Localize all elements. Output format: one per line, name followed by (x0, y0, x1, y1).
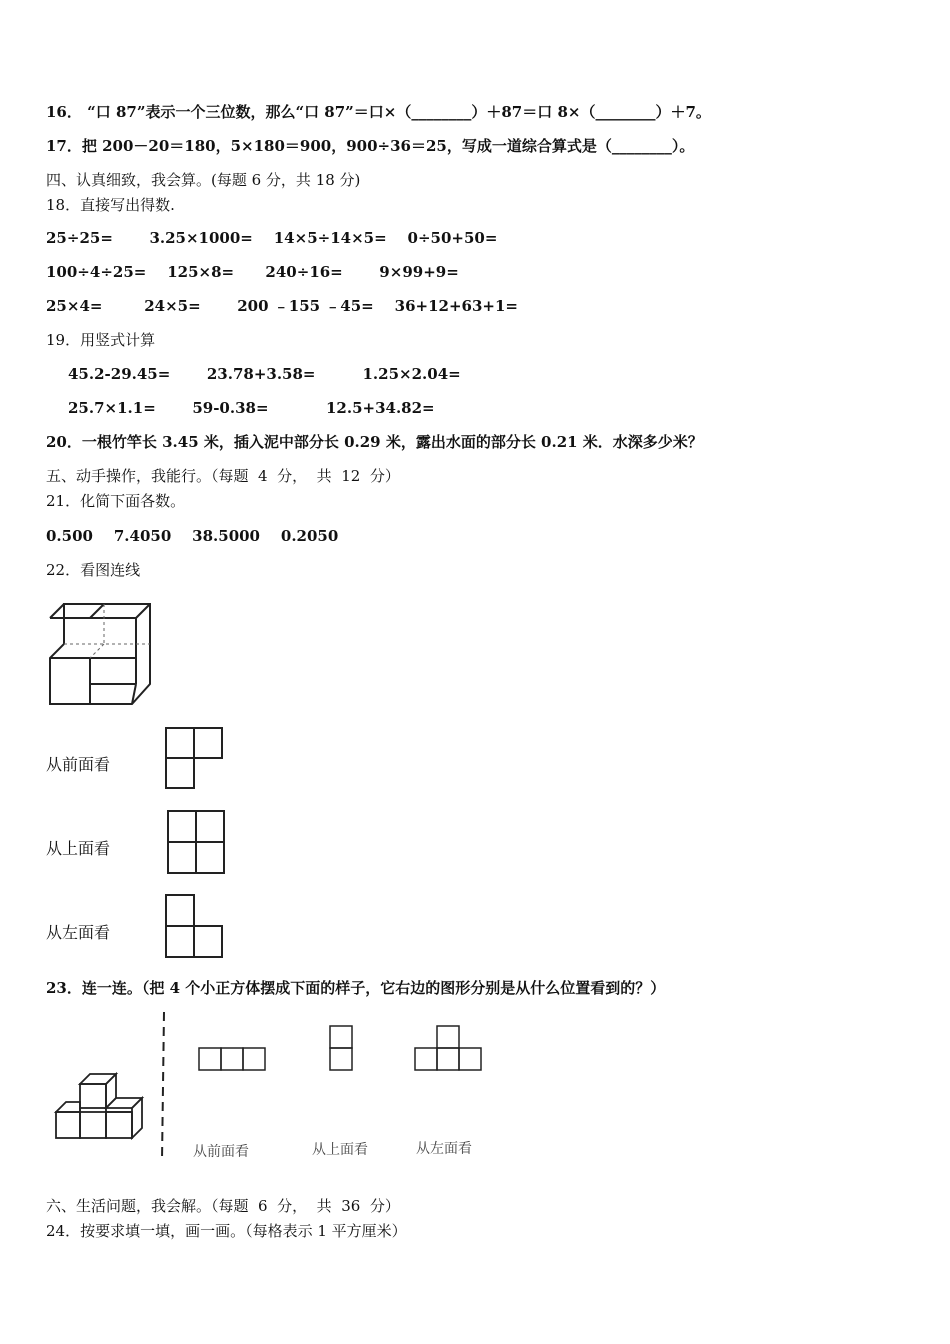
section-4-heading: 四、认真细致，我会算。(每题 6 分，共 18 分) (46, 171, 361, 189)
q22-cube-figure (46, 594, 158, 708)
q22-label-top: 从上面看 (46, 839, 111, 858)
q23-label-top: 从上面看 (312, 1142, 368, 1158)
question-21-title: 21．化简下面各数。 (46, 492, 186, 510)
q23-label-front: 从前面看 (193, 1144, 249, 1160)
question-19-row-2: 25.7×1.1= 59-0.38= 12.5+34.82= (68, 399, 435, 417)
question-19-row-1: 45.2-29.45= 23.78+3.58= 1.25×2.04= (68, 365, 461, 383)
q22-label-front: 从前面看 (46, 755, 111, 774)
question-19-title: 19．用竖式计算 (46, 331, 156, 349)
question-23: 23．连一连。（把 4 个小正方体摆成下面的样子，它右边的图形分别是从什么位置看到的？） (46, 979, 666, 997)
q23-dashed-divider (160, 1012, 168, 1162)
question-18-title: 18．直接写出得数. (46, 196, 175, 214)
question-17: 17．把 200－20＝180，5×180＝900，900÷36＝25，写成一道综合算式是（________）。 (46, 137, 695, 155)
section-6-heading: 六、生活问题，我会解。（每题 6 分， 共 36 分） (46, 1197, 400, 1215)
q23-view-shape-2 (328, 1024, 354, 1072)
q23-cube-stack-figure (52, 1068, 150, 1142)
q22-view-shape-1 (164, 726, 224, 792)
question-22-title: 22．看图连线 (46, 561, 141, 579)
question-20: 20．一根竹竿长 3.45 米，插入泥中部分长 0.29 米，露出水面的部分长 0.21 米．水深多少米？ (46, 433, 703, 451)
q22-label-left: 从左面看 (46, 923, 111, 942)
q22-view-shape-3 (164, 893, 224, 961)
question-18-row-3: 25×4= 24×5= 200 ﹣155 ﹣45= 36+12+63+1= (46, 297, 518, 315)
question-18-row-1: 25÷25= 3.25×1000= 14×5÷14×5= 0÷50+50= (46, 229, 498, 247)
question-16: 16． “口 87”表示一个三位数，那么“口 87”＝口×（________）＋87＝口 8×（________）＋7。 (46, 103, 711, 121)
q23-view-shape-1 (197, 1046, 267, 1074)
section-5-heading: 五、动手操作，我能行。（每题 4 分， 共 12 分） (46, 467, 400, 485)
q22-view-shape-2 (166, 809, 228, 875)
question-18-row-2: 100÷4÷25= 125×8= 240÷16= 9×99+9= (46, 263, 459, 281)
question-24: 24．按要求填一填，画一画。（每格表示 1 平方厘米） (46, 1222, 407, 1240)
question-21-numbers: 0.500 7.4050 38.5000 0.2050 (46, 527, 339, 545)
q23-view-shape-3 (413, 1024, 483, 1072)
q23-label-left: 从左面看 (416, 1141, 472, 1157)
